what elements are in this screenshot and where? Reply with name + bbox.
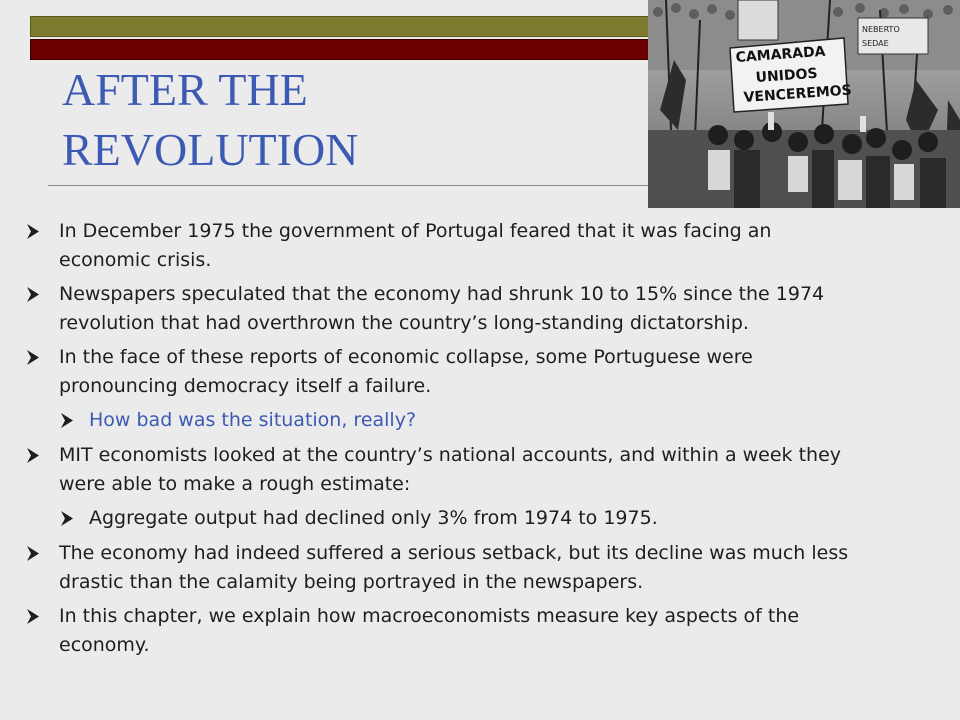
sign-text-2: SEDAE bbox=[862, 39, 889, 48]
bullet-text: The economy had indeed suffered a serious setback, but its decline was much less drastic than the calamity being portrayed in the newspapers. bbox=[59, 542, 849, 593]
title-divider bbox=[48, 185, 648, 186]
bullet-arrow-icon bbox=[26, 608, 40, 625]
bullet-text: Newspapers speculated that the economy had shrunk 10 to 15% since the 1974 revolution that had overthrown the country’s long-standing dictatorship. bbox=[59, 283, 825, 334]
sub-bullet-text: How bad was the situation, really? bbox=[89, 409, 417, 431]
bullet-item bbox=[26, 602, 866, 660]
bullet-item bbox=[26, 217, 866, 275]
crowd-photo-graphic bbox=[648, 0, 960, 208]
bullet-arrow-icon bbox=[26, 223, 40, 240]
sign-text-1: NEBERTO bbox=[862, 25, 900, 34]
bullet-list bbox=[26, 217, 866, 665]
bullet-arrow-icon bbox=[60, 510, 74, 527]
sub-bullet-text: Aggregate output had declined only 3% from 1974 to 1975. bbox=[89, 507, 658, 529]
header-band-olive bbox=[30, 16, 660, 37]
bullet-item bbox=[26, 539, 866, 597]
sub-bullet-item bbox=[26, 406, 866, 435]
title-line-2: REVOLUTION bbox=[62, 124, 359, 175]
bullet-arrow-icon bbox=[26, 447, 40, 464]
bullet-arrow-icon bbox=[26, 545, 40, 562]
bullet-text: In December 1975 the government of Portugal feared that it was facing an economic crisis. bbox=[59, 220, 772, 271]
header-band-maroon bbox=[30, 39, 660, 60]
revolution-crowd-photo bbox=[648, 0, 960, 208]
bullet-arrow-icon bbox=[60, 412, 74, 429]
bullet-item bbox=[26, 280, 866, 338]
bullet-text: In the face of these reports of economic collapse, some Portuguese were pronouncing democracy itself a failure. bbox=[59, 346, 753, 397]
sub-bullet-item bbox=[26, 504, 866, 533]
bullet-text: In this chapter, we explain how macroeconomists measure key aspects of the economy. bbox=[59, 605, 800, 656]
bullet-arrow-icon bbox=[26, 349, 40, 366]
bullet-item bbox=[26, 441, 866, 499]
bullet-item bbox=[26, 343, 866, 401]
banner-text-2: UNIDOS bbox=[755, 65, 819, 86]
slide-title bbox=[62, 60, 622, 180]
banner-text-1: CAMARADA bbox=[735, 43, 827, 66]
bullet-text: MIT economists looked at the country’s national accounts, and within a week they were able to make a rough estimate: bbox=[59, 444, 842, 495]
title-line-1: AFTER THE bbox=[62, 64, 308, 115]
banner-text-3: VENCEREMOS bbox=[743, 82, 853, 106]
bullet-arrow-icon bbox=[26, 286, 40, 303]
